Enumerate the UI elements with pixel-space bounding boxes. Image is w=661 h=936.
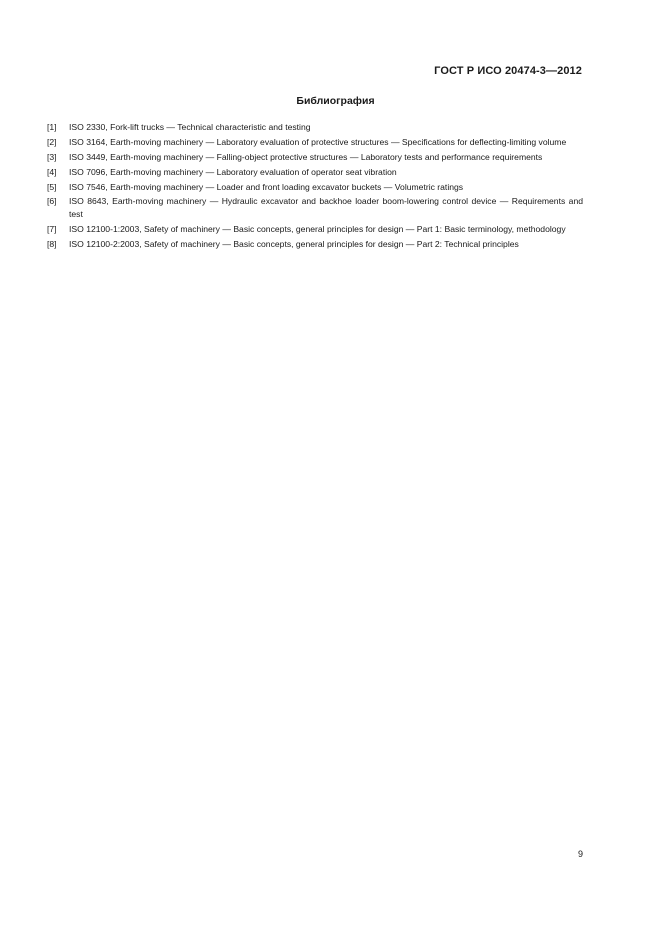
reference-text: ISO 8643, Earth-moving machinery — Hydraulic excavator and backhoe loader boom-lowering control device — Requirements and test [69, 196, 583, 219]
document-id-header: ГОСТ Р ИСО 20474-3—2012 [434, 65, 582, 77]
section-title: Библиография [296, 95, 375, 107]
reference-number: [1] [47, 122, 57, 132]
bibliography-entry [47, 136, 583, 149]
reference-text: ISO 7546, Earth-moving machinery — Loader and front loading excavator buckets — Volumetric ratings [69, 181, 464, 192]
reference-number: [4] [47, 166, 57, 177]
bibliography-entry [47, 181, 583, 194]
reference-text: ISO 12100-2:2003, Safety of machinery — Basic concepts, general principles for design — Part 2: Technical principles [69, 238, 519, 249]
reference-number: [5] [47, 181, 57, 192]
bibliography-entry [47, 238, 583, 251]
reference-number: [3] [47, 151, 57, 162]
reference-text: ISO 3164, Earth-moving machinery — Laboratory evaluation of protective structures — Specifications for deflecting-limiting volume [69, 136, 567, 147]
reference-number: [2] [47, 136, 57, 147]
reference-text: ISO 3449, Earth-moving machinery — Falling-object protective structures — Laboratory tests and performance requirements [69, 151, 543, 162]
reference-number: [7] [47, 223, 57, 234]
reference-text: ISO 12100-1:2003, Safety of machinery — Basic concepts, general principles for design — Part 1: Basic terminology, methodology [69, 223, 566, 234]
bibliography-entry [47, 223, 583, 236]
bibliography-entry [47, 195, 583, 220]
reference-text: ISO 7096, Earth-moving machinery — Laboratory evaluation of operator seat vibration [69, 166, 397, 177]
bibliography-entry [47, 151, 583, 164]
bibliography-entry [47, 166, 583, 179]
bibliography-entry [47, 121, 583, 134]
reference-number: [6] [47, 196, 57, 207]
bibliography-list [47, 121, 583, 253]
reference-text: ISO 2330, Fork-lift trucks — Technical characteristic and testing [69, 122, 311, 132]
page-number: 9 [577, 849, 583, 859]
reference-number: [8] [47, 238, 57, 249]
